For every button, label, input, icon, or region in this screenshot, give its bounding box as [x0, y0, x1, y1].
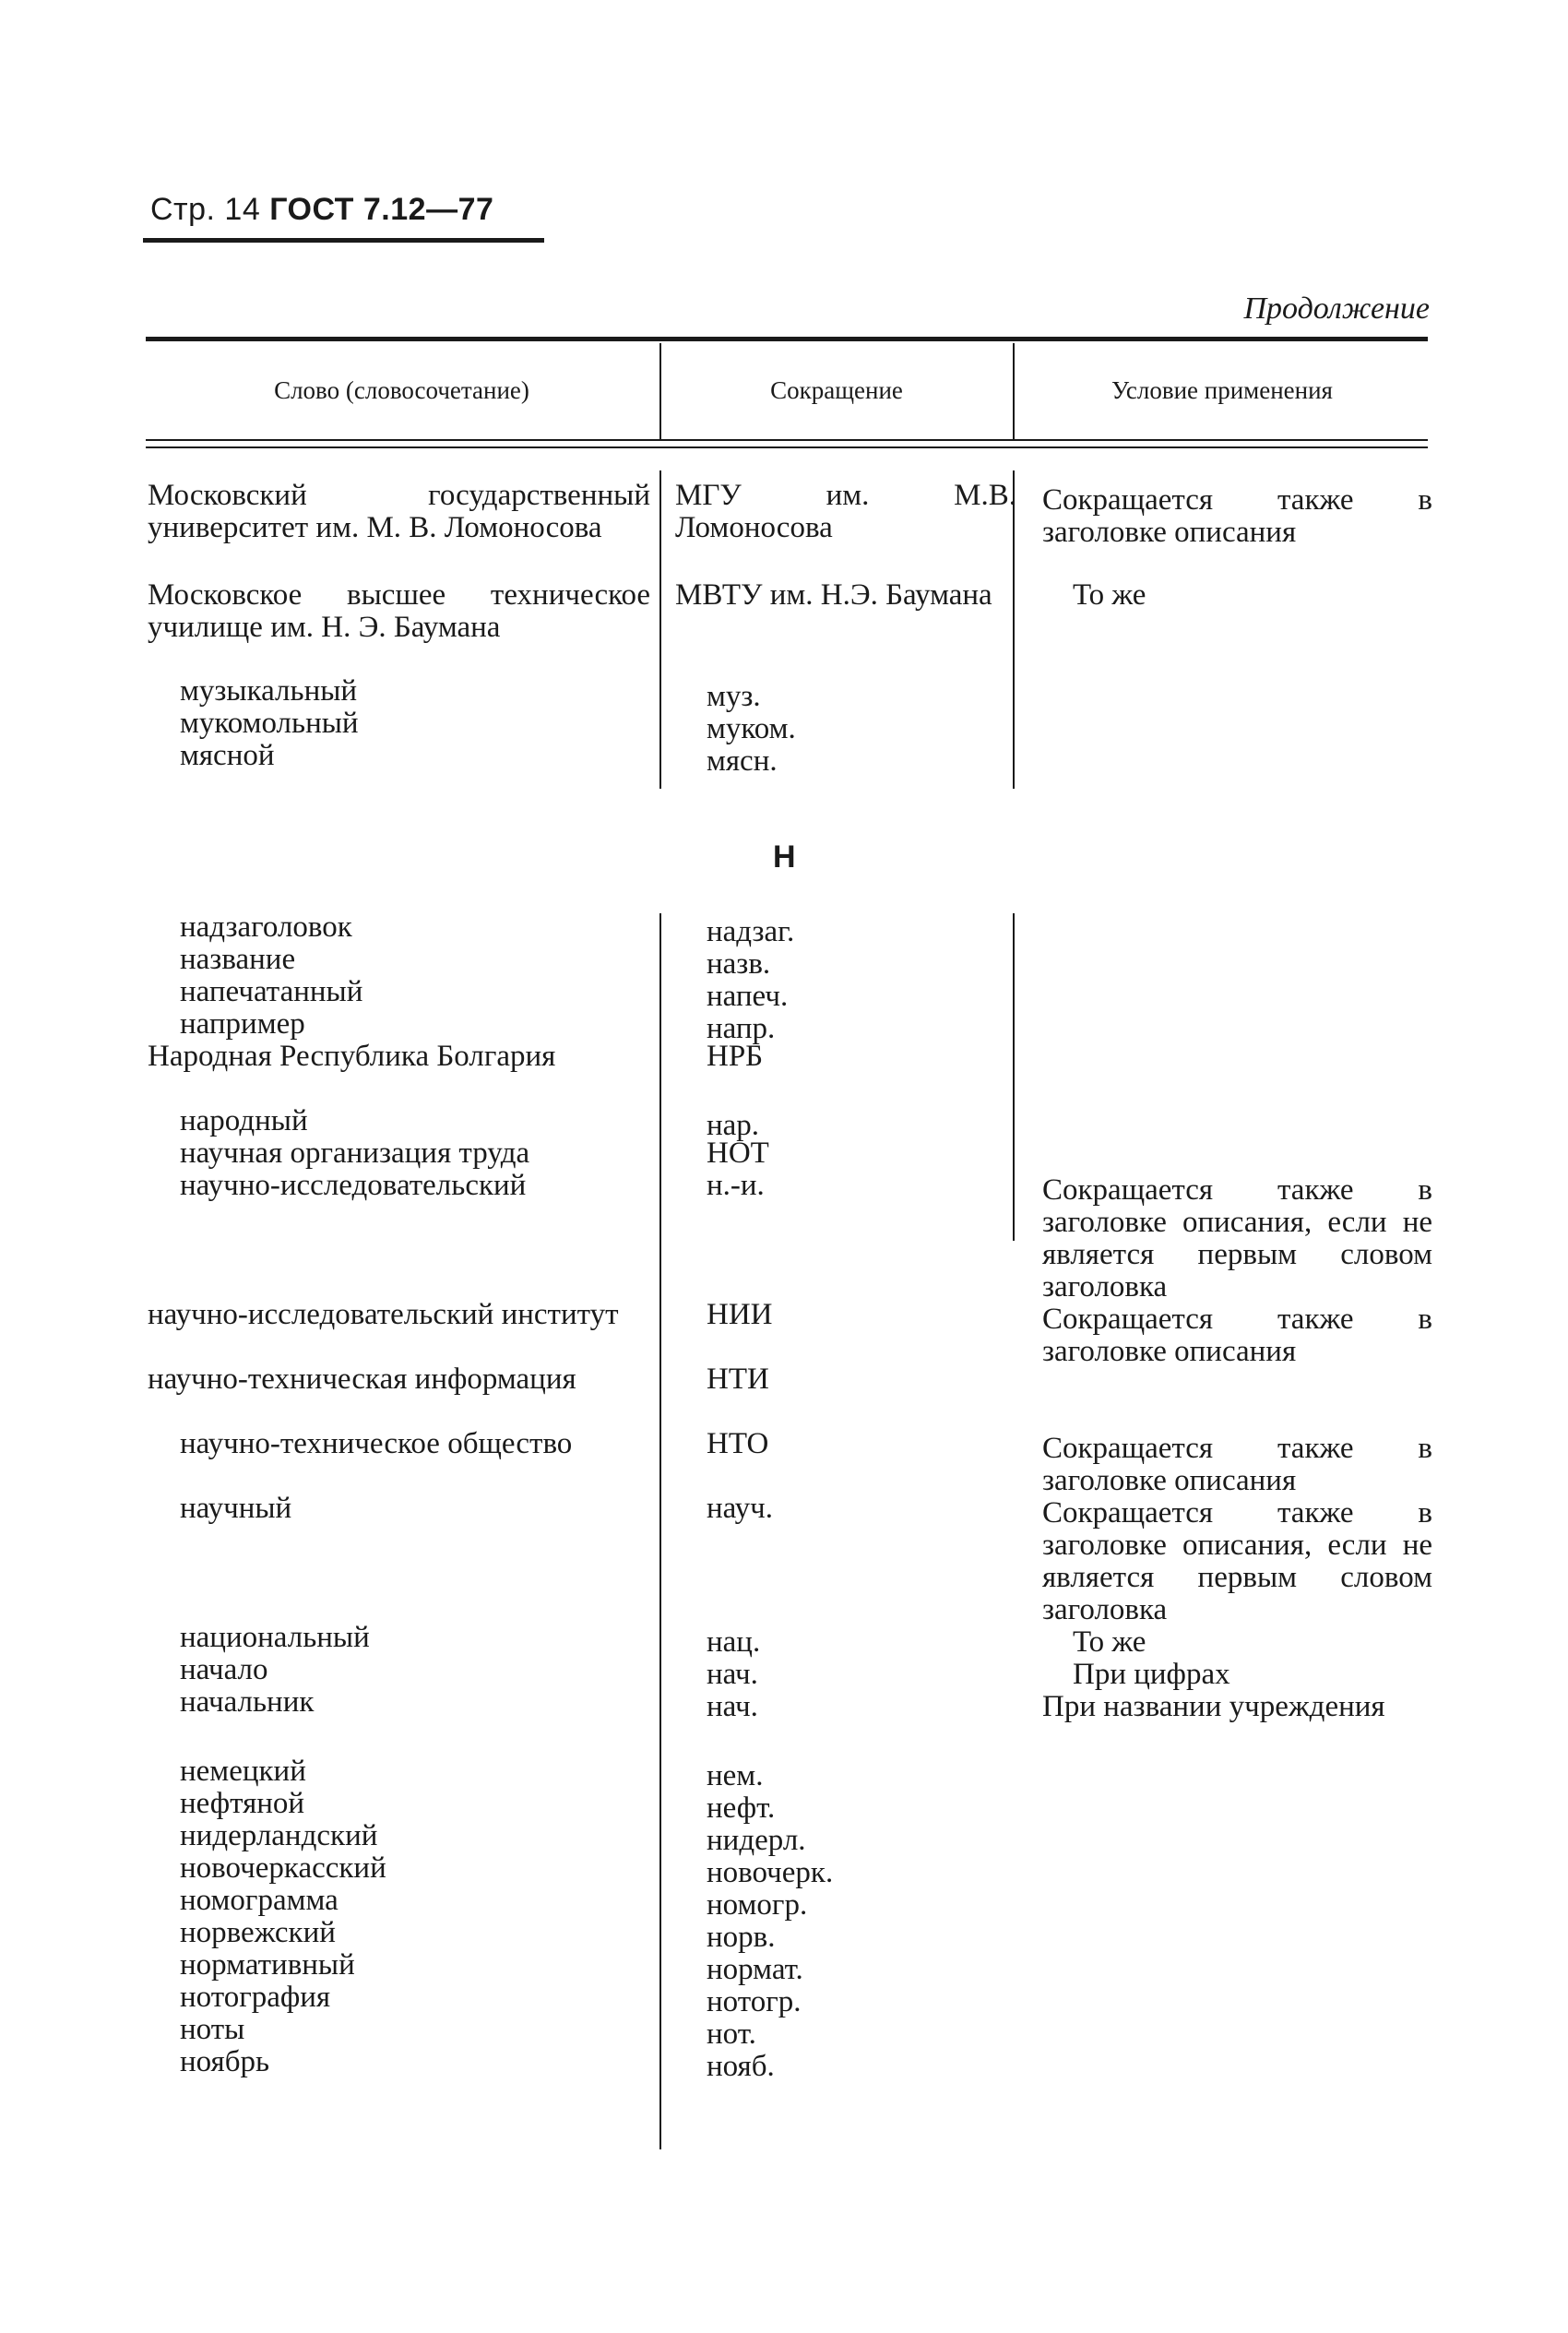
condition-cell: Сокращается также в заголовке описания, если не является первым словом заголовка [1042, 1173, 1432, 1303]
word-cell: национальный [180, 1621, 370, 1654]
header-rule-1 [146, 439, 1428, 441]
word-cell: научно-техническая информация [148, 1363, 576, 1396]
abbr-cell: нотогр. [707, 1985, 802, 2018]
abbr-cell: нар. [707, 1109, 760, 1142]
divider-n-1 [659, 913, 661, 2149]
word-cell: напечатанный [180, 975, 363, 1008]
header-divider-1 [659, 343, 661, 439]
word-cell: нотография [180, 1981, 331, 2014]
abbr-cell: назв. [707, 947, 771, 981]
column-header-condition: Условие применения [1111, 376, 1333, 404]
word-cell: нидерландский [180, 1819, 378, 1852]
abbr-cell: НРБ [707, 1040, 764, 1073]
abbr-cell: муз. [707, 680, 761, 713]
condition-cell: При названии учреждения [1042, 1690, 1385, 1723]
abbr-cell: н.-и. [707, 1169, 765, 1202]
word-cell: начальник [180, 1685, 315, 1719]
abbr-cell: НТО [707, 1427, 769, 1460]
word-cell: начало [180, 1653, 268, 1686]
abbr-cell: нот. [707, 2018, 756, 2051]
abbr-cell: надзаг. [707, 915, 795, 948]
word-cell: мясной [180, 739, 275, 772]
header-rule-2 [146, 446, 1428, 448]
section-letter: Н [773, 839, 796, 875]
abbr-cell: номогр. [707, 1888, 808, 1922]
abbr-cell: нефт. [707, 1791, 776, 1825]
condition-cell: Сокращается также в заголовке описания [1042, 1303, 1432, 1368]
word-cell: ноты [180, 2013, 245, 2046]
word-cell: музыкальный [180, 674, 358, 708]
word-cell: научный [180, 1492, 292, 1525]
page-number: Стр. 14 [150, 192, 261, 227]
word-cell: научно-исследовательский [180, 1169, 527, 1202]
abbr-cell: напр. [707, 1012, 776, 1045]
word-cell: номограмма [180, 1884, 339, 1917]
abbr-cell: нац. [707, 1625, 761, 1659]
header-rule [143, 238, 544, 243]
abbr-cell: нормат. [707, 1953, 803, 1986]
divider-m-1 [659, 470, 661, 789]
condition-cell: Сокращается также в заголовке описания [1042, 483, 1432, 549]
word-cell: научно-исследовательский институт [148, 1298, 619, 1331]
condition-cell: Сокращается также в заголовке описания, если не является первым словом заголовка [1042, 1496, 1432, 1626]
page-header [150, 192, 493, 228]
abbr-cell: нач. [707, 1658, 758, 1691]
abbr-cell: МГУ им. М.В. Ломоносова [675, 479, 1016, 544]
abbr-cell: НИИ [707, 1298, 773, 1331]
abbr-cell: новочерк. [707, 1856, 834, 1889]
abbr-cell: муком. [707, 712, 796, 745]
abbr-cell: нем. [707, 1759, 764, 1792]
word-cell: научно-техническое общество [180, 1427, 573, 1460]
word-cell: мукомольный [180, 707, 359, 740]
column-header-abbr: Сокращение [770, 376, 903, 404]
abbr-cell: мясн. [707, 744, 778, 778]
abbr-cell: науч. [707, 1492, 773, 1525]
word-cell: например [180, 1007, 305, 1041]
word-cell: название [180, 943, 296, 976]
continuation-label: Продолжение [1243, 292, 1430, 326]
header-divider-2 [1013, 343, 1015, 439]
word-cell: Народная Республика Болгария [148, 1040, 556, 1073]
word-cell: норвежский [180, 1916, 336, 1949]
abbr-cell: МВТУ им. Н.Э. Баумана [675, 578, 992, 612]
column-header-word: Слово (словосочетание) [274, 376, 529, 404]
word-cell: Московский государственный университет им. М. В. Ломоносова [148, 479, 650, 544]
condition-cell: То же [1073, 578, 1146, 612]
word-cell: нормативный [180, 1948, 355, 1982]
word-cell: народный [180, 1104, 308, 1137]
word-cell: надзаголовок [180, 911, 352, 944]
condition-cell: Сокращается также в заголовке описания [1042, 1432, 1432, 1497]
abbr-cell: нидерл. [707, 1824, 806, 1857]
abbr-cell: НТИ [707, 1363, 769, 1396]
condition-cell: При цифрах [1073, 1658, 1230, 1691]
abbr-cell: нояб. [707, 2050, 775, 2083]
standard-code: ГОСТ 7.12—77 [269, 192, 494, 227]
abbr-cell: НОТ [707, 1137, 769, 1170]
abbr-cell: нач. [707, 1690, 758, 1723]
word-cell: новочеркасский [180, 1851, 386, 1885]
condition-cell: То же [1073, 1625, 1146, 1659]
abbr-cell: норв. [707, 1921, 776, 1954]
abbr-cell: напеч. [707, 980, 789, 1013]
word-cell: немецкий [180, 1755, 306, 1788]
table-top-rule [146, 337, 1428, 341]
word-cell: нефтяной [180, 1787, 305, 1820]
word-cell: Московское высшее техническое училище им. Н. Э. Баумана [148, 578, 650, 644]
word-cell: ноябрь [180, 2045, 270, 2078]
word-cell: научная организация труда [180, 1137, 530, 1170]
